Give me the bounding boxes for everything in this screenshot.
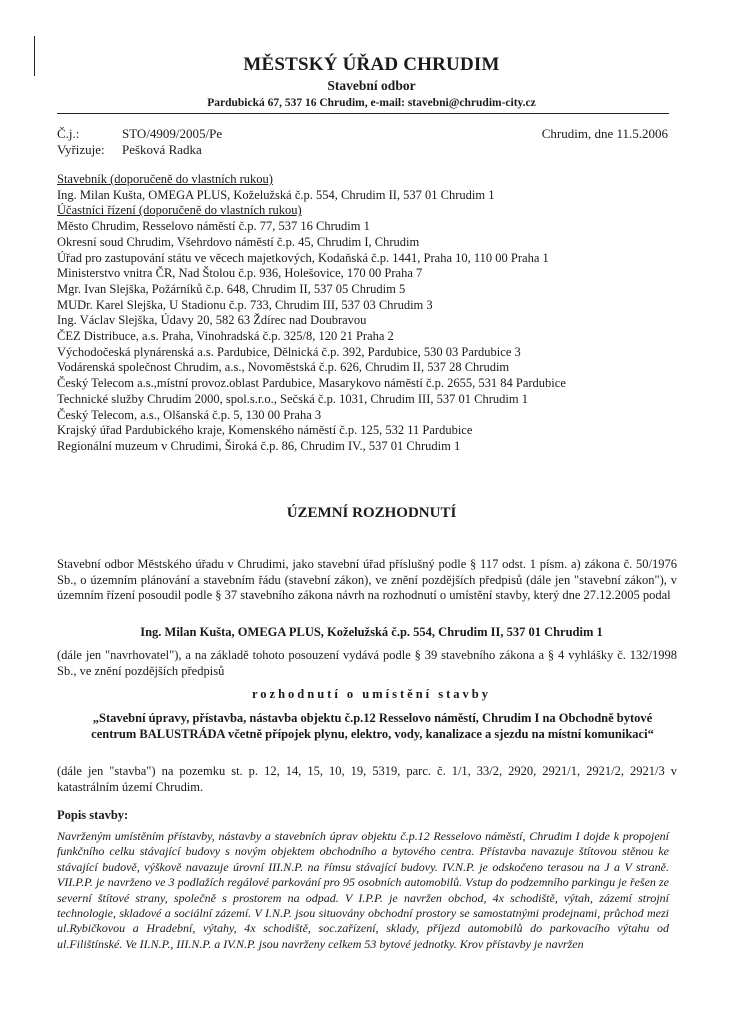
- builder-line: Ing. Milan Kušta, OMEGA PLUS, Koželužská č.p. 554, Chrudim II, 537 01 Chrudim 1: [57, 187, 495, 202]
- participant-line: Český Telecom a.s.,místní provoz.oblast Pardubice, Masarykovo náměstí č.p. 2655, 531 84 Pardubice: [57, 376, 566, 391]
- office-title: MĚSTSKÝ ÚŘAD CHRUDIM: [243, 54, 500, 75]
- participant-line: Regionální muzeum v Chrudimi, Široká č.p. 86, Chrudim IV., 537 01 Chrudim 1: [57, 438, 461, 453]
- participant-line: MUDr. Karel Slejška, U Stadionu č.p. 733, Chrudim III, 537 03 Chrudim 3: [57, 297, 433, 312]
- builder-heading: Stavebník (doporučeně do vlastních rukou): [57, 172, 273, 186]
- reference-number-label: Č.j.:: [57, 126, 80, 141]
- participant-line: Ministerstvo vnitra ČR, Nad Štolou č.p. 936, Holešovice, 170 00 Praha 7: [57, 266, 423, 281]
- participant-line: Město Chrudim, Resselovo náměstí č.p. 77, 537 16 Chrudim 1: [57, 219, 370, 234]
- participant-line: Úřad pro zastupování státu ve věcech majetkových, Kodaňská č.p. 1441, Praha 10, 110 00 Praha 1: [57, 250, 549, 265]
- project-name: „Stavební úpravy, přístavba, nástavba objektu č.p.12 Resselovo náměstí, Chrudim I na Obchodně bytové centrum BALUSTRÁDA včetně přípojek plynu, elektro, vody, kanalizace a sjezdu na místní komunikaci“: [91, 711, 654, 741]
- office-address: Pardubická 67, 537 16 Chrudim, e-mail: stavebni@chrudim-city.cz: [207, 97, 536, 109]
- handler-label: Vyřizuje:: [57, 142, 105, 157]
- participant-line: Mgr. Ivan Slejška, Požárníků č.p. 648, Chrudim II, 537 05 Chrudim 5: [57, 281, 406, 296]
- handler-value: Pešková Radka: [122, 142, 202, 157]
- decision-heading: rozhodnutí o umístění stavby: [251, 687, 491, 701]
- parcels-text: (dále jen "stavba") na pozemku st. p. 12, 14, 15, 10, 19, 5319, parc. č. 1/1, 33/2, 2920, 2921/1, 2921/2, 2921/3 v katastrálním území Chrudim.: [57, 764, 677, 794]
- participant-line: Technické služby Chrudim 2000, spol.s.r.o., Sečská č.p. 1031, Chrudim III, 537 01 Chrudim 1: [57, 391, 528, 406]
- decision-title: ÚZEMNÍ ROZHODNUTÍ: [286, 505, 457, 521]
- participant-line: Okresní soud Chrudim, Všehrdovo náměstí č.p. 45, Chrudim I, Chrudim: [57, 234, 420, 249]
- decision-intro: Stavební odbor Městského úřadu v Chrudimi, jako stavební úřad příslušný podle § 117 odst. 1 písm. a) zákona č. 50/1976 Sb., o územním plánování a stavebním řádu (stavební zákon), ve znění pozdějších předpisů (dále jen "stavební zákon"), v územním řízení posoudil podle § 37 stavebního zákona návrh na rozhodnutí o umístění stavby, který dne 27.12.2005 podal: [57, 557, 677, 603]
- description-text: Navrženým umístěním přístavby, nástavby a stavebních úprav objektu č.p.12 Resselovo náměstí, Chrudim I dojde k propojení funkčního celku stávající budovy s novým objektem obchodního a bytového centra. Přístavba navazuje štítovou stěnou ke stávající budově, výškově navazuje úrovní III.N.P. na římsu stávající budovy. IV.N.P. je odskočeno terasou na J a V straně. VII.P.P. je navrženo ve 3 podlažích regálové parkování pro 95 osobních automobilů. Vstup do podzemního parkingu je řešen ze severní štítové strany, společně s prostorem na odpad. V I.P.P. je navržen obchod, 4x schodiště, výtah, zázemí strojní technologie, skladové a sociální zázemí. V I.N.P. jsou situovány obchodní prostory se samostatnými prodejnami, průchod mezi ul.Rybičkovou a Hradební, výtahy, 4x schodiště, soc.zařízení, sklady, příjezd automobilů do parkovacího výtahu od ul.Filištínské. Ve II.N.P., III.N.P. a IV.N.P. jsou navrženy celkem 53 bytové jednotky. Krov přístavby je navržen: [57, 829, 669, 951]
- description-label: Popis stavby:: [57, 808, 129, 822]
- participant-line: ČEZ Distribuce, a.s. Praha, Vinohradská č.p. 325/8, 120 21 Praha 2: [57, 329, 394, 344]
- reference-number-value: STO/4909/2005/Pe: [122, 126, 223, 141]
- participants-heading: Účastníci řízení (doporučeně do vlastních rukou): [57, 203, 302, 218]
- recipients-list: [57, 172, 677, 455]
- participant-line: Krajský úřad Pardubického kraje, Komenského náměstí č.p. 125, 532 11 Pardubice: [57, 423, 473, 438]
- participant-line: Český Telecom, a.s., Olšanská č.p. 5, 130 00 Praha 3: [57, 407, 322, 422]
- document-date: Chrudim, dne 11.5.2006: [541, 126, 668, 141]
- department-name: Stavební odbor: [327, 78, 416, 93]
- applicant-line: Ing. Milan Kušta, OMEGA PLUS, Koželužská č.p. 554, Chrudim II, 537 01 Chrudim 1: [140, 625, 603, 639]
- header-rule: [57, 113, 669, 114]
- participant-line: Východočeská plynárenská a.s. Pardubice, Dělnická č.p. 392, Pardubice, 530 03 Pardubice 3: [57, 344, 521, 359]
- applicant-followup: (dále jen "navrhovatel"), a na základě tohoto posouzení vydává podle § 39 stavebního zákona a § 4 vyhlášky č. 132/1998 Sb., ve znění pozdějších předpisů: [57, 648, 677, 678]
- participant-line: Ing. Václav Slejška, Údavy 20, 582 63 Ždírec nad Doubravou: [57, 313, 367, 328]
- participant-line: Vodárenská společnost Chrudim, a.s., Novoměstská č.p. 626, Chrudim II, 537 28 Chrudim: [57, 360, 510, 375]
